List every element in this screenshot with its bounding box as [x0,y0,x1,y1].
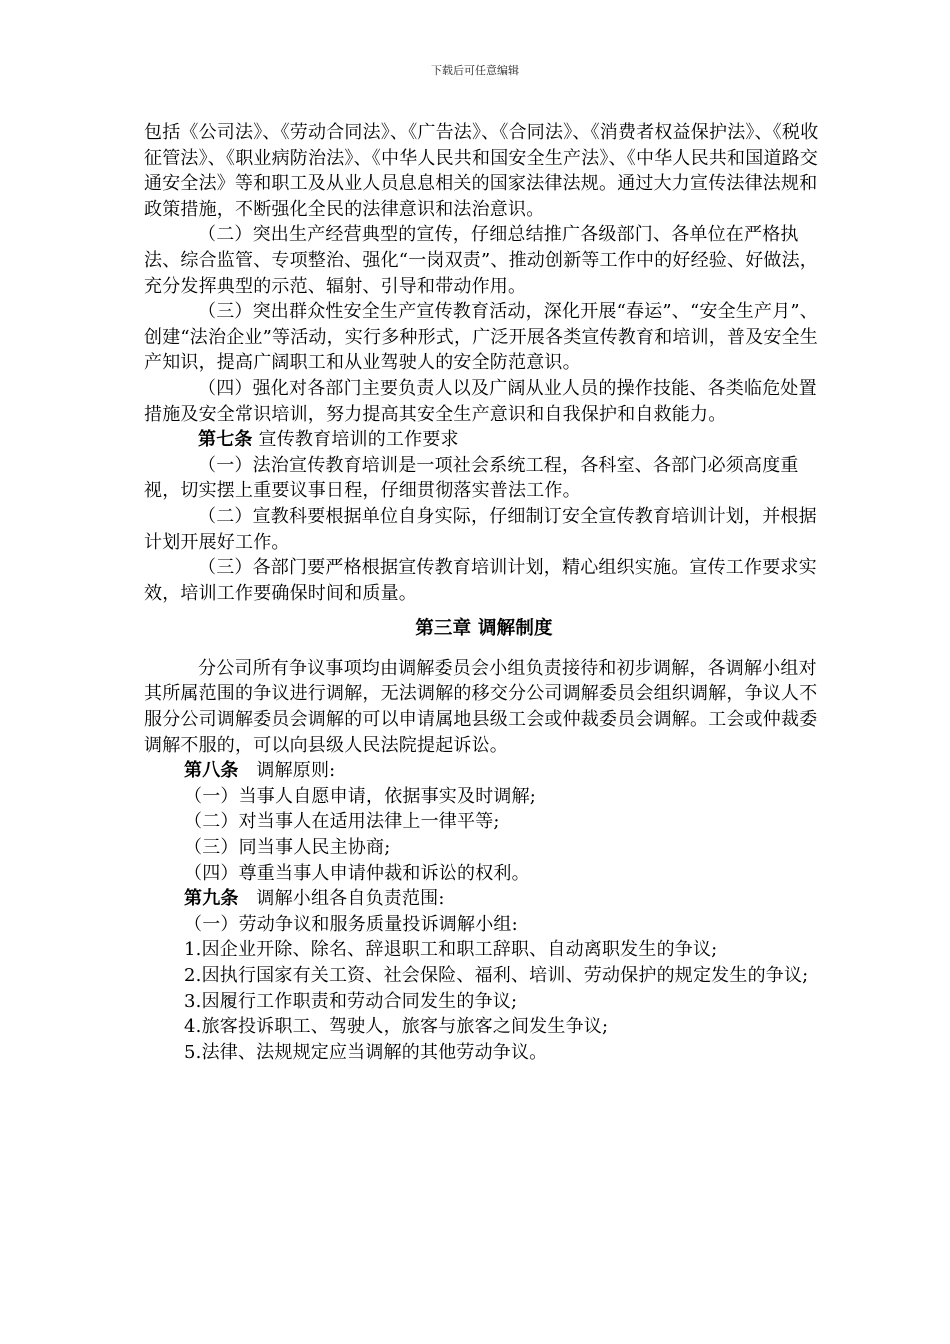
paragraph: 包括《公司法》、《劳动合同法》、《广告法》、《合同法》、《消费者权益保护法》、《税收征管法》、《职业病防治法》、《中华人民共和国安全生产法》、《中华人民共和国道路交通安全法》等和职工及从业人员息息相关的国家法律法规。通过大力宣传法律法规和政策措施，不断强化全民的法律意识和法治意识。 [144,122,819,220]
article-8-heading [144,758,824,784]
chapter-3-intro: 分公司所有争议事项均由调解委员会小组负责接待和初步调解，各调解小组对其所属范围的争议进行调解，无法调解的移交分公司调解委员会组织调解，争议人不服分公司调解委员会调解的可以申请属地县级工会或仲裁委员会调解。工会或仲裁委调解不服的，可以向县级人民法院提起诉讼。 [144,657,818,756]
document-body [144,120,824,1065]
paragraph: （三）突出群众性安全生产宣传教育活动，深化开展“春运”、“安全生产月”、创建“法治企业”等活动，实行多种形式，广泛开展各类宣传教育和培训，普及安全生产知识，提高广阔职工和从业驾驶人的安全防范意识。 [144,301,819,374]
article-8-item: （三）同当事人民主协商; [184,837,391,859]
article-7-heading [144,427,824,453]
article-8-item: （一）当事人自愿申请，依据事实及时调解; [184,785,537,807]
article-9-item: 4.旅客投诉职工、驾驶人，旅客与旅客之间发生争议; [184,1016,609,1038]
article-8-title: 调解原则: [256,760,336,782]
paragraph: （二）突出生产经营典型的宣传，仔细总结推广各级部门、各单位在严格执法、综合监管、专项整治、强化“一岗双责”、推动创新等工作中的好经验、好做法，充分发挥典型的示范、辐射、引导和带动作用。 [144,224,819,297]
paragraph: （四）强化对各部门主要负责人以及广阔从业人员的操作技能、各类临危处置措施及安全常识培训，努力提高其安全生产意识和自我保护和自救能力。 [144,377,817,425]
article-7-title: 宣传教育培训的工作要求 [258,429,459,451]
article-7-item: （三）各部门要严格根据宣传教育培训计划，精心组织实施。宣传工作要求实效，培训工作要确保时间和质量。 [144,557,817,604]
chapter-3-title: 第三章 调解制度 [415,618,553,640]
article-9-title: 调解小组各自负责范围: [256,888,445,910]
article-9-label: 第九条 [184,888,239,910]
article-7-item: （二）宣教科要根据单位自身实际，仔细制订安全宣传教育培训计划，并根据计划开展好工作。 [144,505,817,553]
article-7-label: 第七条 [198,429,253,451]
article-9-subheading: （一）劳动争议和服务质量投诉调解小组: [184,913,518,935]
article-9-item: 2.因执行国家有关工资、社会保险、福利、培训、劳动保护的规定发生的争议; [184,965,809,986]
article-9-heading [144,886,824,912]
article-9-item: 1.因企业开除、除名、辞退职工和职工辞职、自动离职发生的争议; [184,939,718,961]
article-9-item: 3.因履行工作职责和劳动合同发生的争议; [184,990,518,1012]
article-9-item: 5.法律、法规规定应当调解的其他劳动争议。 [184,1041,548,1063]
article-8-label: 第八条 [184,760,239,782]
article-7-item: （一）法治宣传教育培训是一项社会系统工程，各科室、各部门必须高度重视，切实摆上重要议事日程，仔细贯彻落实普法工作。 [144,454,799,502]
article-8-item: （四）尊重当事人申请仲裁和诉讼的权利。 [184,862,530,884]
article-8-item: （二）对当事人在适用法律上一律平等; [184,811,500,833]
page-header: 下载后可任意编辑 [431,64,519,77]
